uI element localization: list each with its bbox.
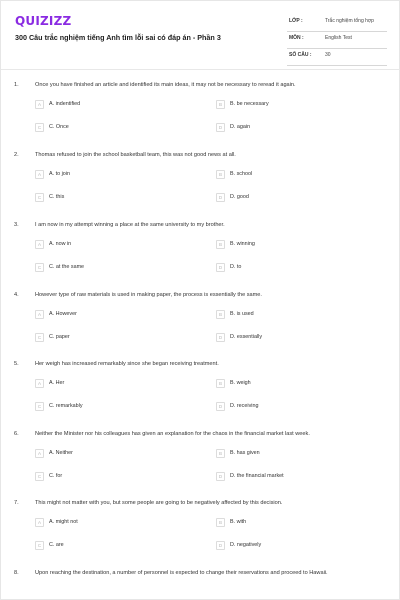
option-letter-box: B <box>216 240 225 249</box>
question-text: I am now in my attempt winning a place at the same university to my brother. <box>35 222 225 228</box>
option-d[interactable] <box>216 191 249 203</box>
option-text: D. the financial market <box>230 473 284 479</box>
option-b[interactable] <box>216 308 254 320</box>
option-d[interactable] <box>216 121 250 133</box>
option-b[interactable] <box>216 516 246 528</box>
option-letter-box: D <box>216 472 225 481</box>
logo-text: QUIZIZZ <box>15 14 72 28</box>
option-letter-box: C <box>35 123 44 132</box>
option-letter-box: B <box>216 449 225 458</box>
question-number: 5. <box>14 361 19 367</box>
option-letter-box: D <box>216 193 225 202</box>
option-letter-box: B <box>216 100 225 109</box>
option-letter-box: C <box>35 541 44 550</box>
option-letter-box: A <box>35 310 44 319</box>
option-c[interactable] <box>35 470 62 482</box>
question-text: Her weigh has increased remarkably since she began receiving treatment. <box>35 361 219 367</box>
option-d[interactable] <box>216 470 284 482</box>
option-text: D. to <box>230 264 242 270</box>
question-number: 1. <box>14 82 19 88</box>
option-text: A. However <box>49 311 77 317</box>
option-letter-box: D <box>216 402 225 411</box>
option-letter-box: D <box>216 123 225 132</box>
option-c[interactable] <box>35 261 84 273</box>
option-letter-box: C <box>35 402 44 411</box>
option-c[interactable] <box>35 400 83 412</box>
option-text: C. for <box>49 473 63 479</box>
option-b[interactable] <box>216 168 252 180</box>
option-d[interactable] <box>216 539 261 551</box>
option-letter-box: A <box>35 100 44 109</box>
meta-value: 30 <box>325 52 331 58</box>
option-letter-box: B <box>216 379 225 388</box>
question-number: 8. <box>14 570 19 576</box>
option-c[interactable] <box>35 331 70 343</box>
meta-row-count <box>287 49 387 66</box>
option-letter-box: A <box>35 379 44 388</box>
option-letter-box: D <box>216 541 225 550</box>
option-text: A. Neither <box>49 450 73 456</box>
option-text: A. to join <box>49 171 70 177</box>
option-text: D. again <box>230 124 251 130</box>
question-text: However type of raw materials is used in making paper, the process is essentially the same. <box>35 292 262 298</box>
question-number: 6. <box>14 431 19 437</box>
option-text: B. with <box>230 519 247 525</box>
option-d[interactable] <box>216 261 241 273</box>
option-b[interactable] <box>216 238 255 250</box>
option-text: A. now in <box>49 241 72 247</box>
option-letter-box: C <box>35 263 44 272</box>
option-text: B. school <box>230 171 253 177</box>
meta-value: Trắc nghiệm tổng hợp <box>325 18 374 24</box>
worksheet-meta <box>287 15 387 66</box>
meta-label: SỐ CÂU : <box>289 52 312 58</box>
question-number: 3. <box>14 222 19 228</box>
option-a[interactable] <box>35 377 64 389</box>
option-letter-box: B <box>216 310 225 319</box>
option-d[interactable] <box>216 400 258 412</box>
question-text: Upon reaching the destination, a number of personnel is expected to change their reservations and proceed to Hawaii. <box>35 570 328 576</box>
option-letter-box: A <box>35 518 44 527</box>
question-text: Thomas refused to join the school basketball team, this was not good news at all. <box>35 152 236 158</box>
option-text: C. remarkably <box>49 403 83 409</box>
option-text: D. essentially <box>230 334 263 340</box>
option-c[interactable] <box>35 539 64 551</box>
option-text: D. good <box>230 194 249 200</box>
option-text: B. has given <box>230 450 260 456</box>
worksheet-title: 300 Câu trắc nghiệm tiếng Anh tìm lỗi sai có đáp án - Phần 3 <box>15 33 221 42</box>
option-text: D. receiving <box>230 403 259 409</box>
quizizz-logo <box>15 14 71 28</box>
option-a[interactable] <box>35 308 77 320</box>
option-text: B. be necessary <box>230 101 269 107</box>
question-text: Once you have finished an article and identified its main ideas, it may not be necessary to reread it again. <box>35 82 296 88</box>
option-letter-box: A <box>35 449 44 458</box>
option-text: A. Her <box>49 380 65 386</box>
option-text: C. are <box>49 542 64 548</box>
meta-value: English Test <box>325 35 352 41</box>
question-number: 7. <box>14 500 19 506</box>
option-a[interactable] <box>35 516 78 528</box>
question-number: 2. <box>14 152 19 158</box>
option-text: D. negatively <box>230 542 262 548</box>
option-a[interactable] <box>35 168 70 180</box>
option-letter-box: C <box>35 193 44 202</box>
option-text: C. this <box>49 194 65 200</box>
option-a[interactable] <box>35 447 73 459</box>
meta-label: LỚP : <box>289 18 303 24</box>
meta-row-subject <box>287 32 387 49</box>
option-letter-box: A <box>35 170 44 179</box>
option-letter-box: D <box>216 263 225 272</box>
option-letter-box: C <box>35 333 44 342</box>
option-text: A. might not <box>49 519 78 525</box>
question-text: This might not matter with you, but some people are going to be negatively affected by this decision. <box>35 500 283 506</box>
option-letter-box: B <box>216 518 225 527</box>
option-c[interactable] <box>35 121 69 133</box>
option-a[interactable] <box>35 98 80 110</box>
option-b[interactable] <box>216 377 251 389</box>
option-text: A. indentified <box>49 101 81 107</box>
option-text: C. Once <box>49 124 69 130</box>
option-b[interactable] <box>216 98 269 110</box>
option-text: C. at the same <box>49 264 85 270</box>
question-text: Neither the Minister nor his colleagues has given an explanation for the chaos in the financial market last week. <box>35 431 310 437</box>
option-letter-box: D <box>216 333 225 342</box>
meta-label: MÔN : <box>289 35 304 41</box>
option-a[interactable] <box>35 238 71 250</box>
option-text: B. is used <box>230 311 254 317</box>
question-number: 4. <box>14 292 19 298</box>
option-text: B. winning <box>230 241 255 247</box>
meta-row-class <box>287 15 387 32</box>
option-c[interactable] <box>35 191 64 203</box>
option-text: C. paper <box>49 334 70 340</box>
option-letter-box: B <box>216 170 225 179</box>
option-text: B. weigh <box>230 380 251 386</box>
option-letter-box: C <box>35 472 44 481</box>
header-divider <box>1 69 400 70</box>
option-b[interactable] <box>216 447 260 459</box>
option-letter-box: A <box>35 240 44 249</box>
option-d[interactable] <box>216 331 262 343</box>
